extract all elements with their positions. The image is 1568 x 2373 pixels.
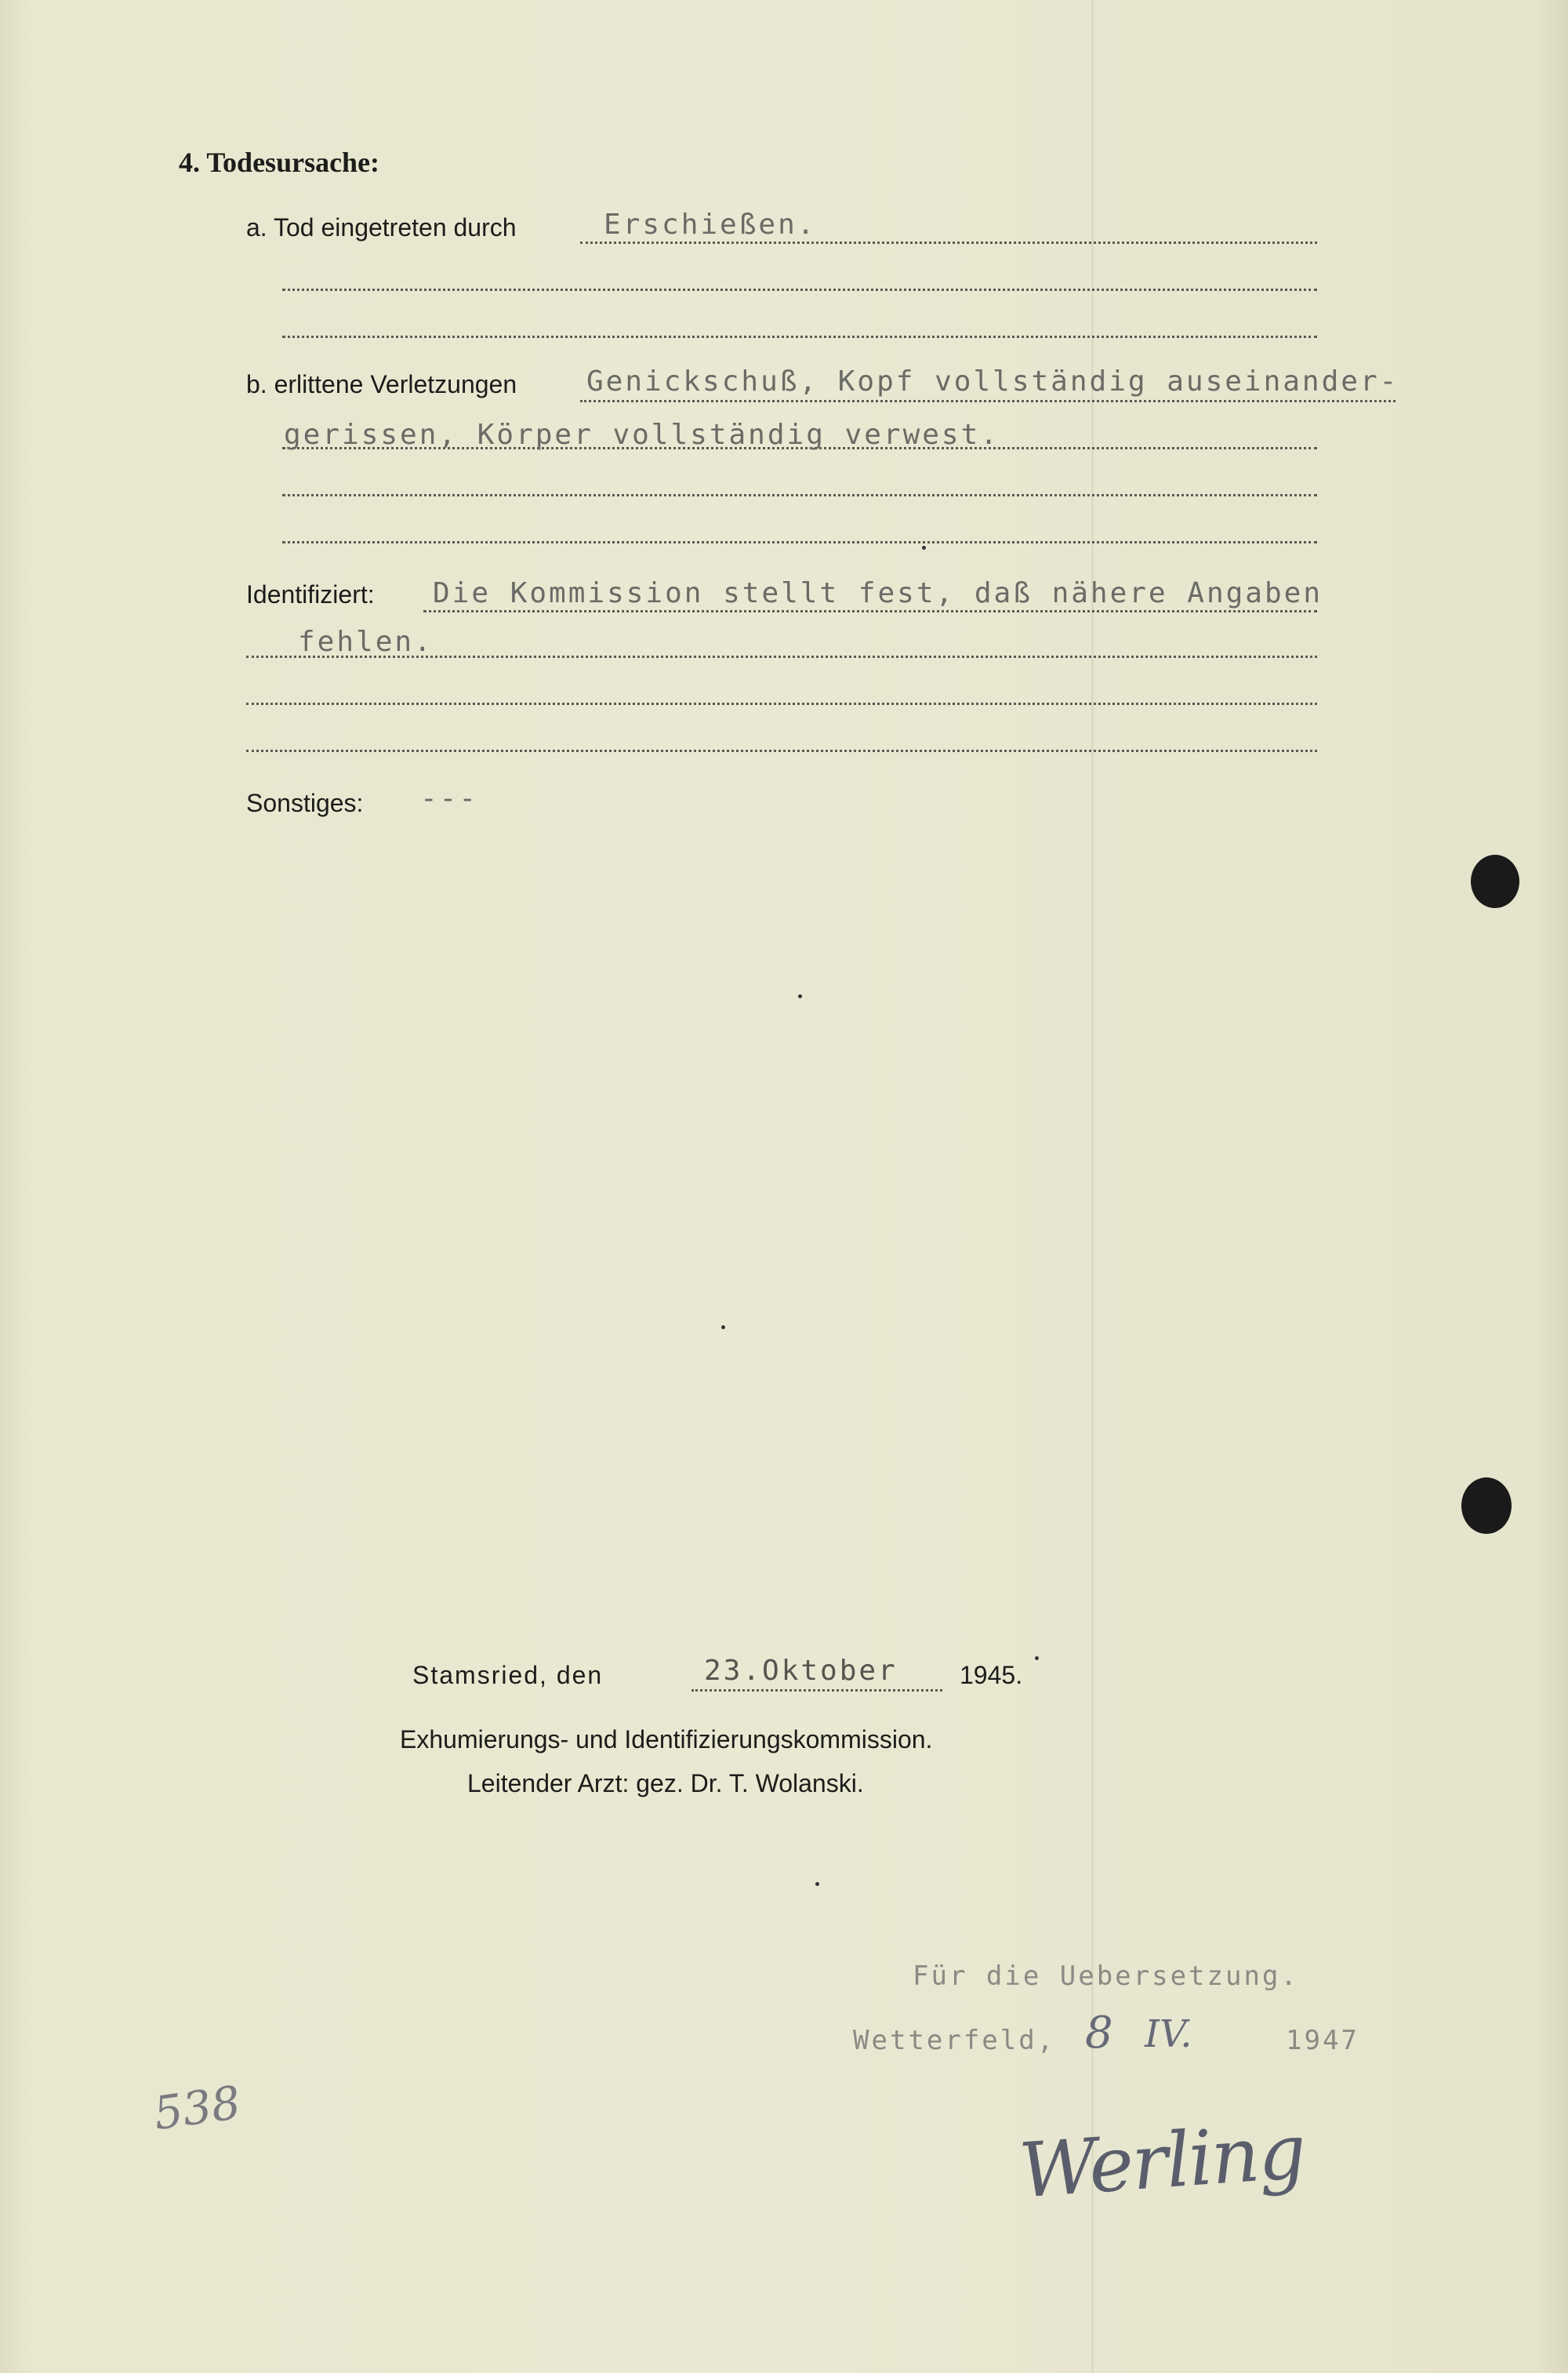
identified-line-1 bbox=[423, 610, 1317, 612]
cause-line-1 bbox=[580, 242, 1317, 244]
speck bbox=[1035, 1656, 1039, 1660]
translation-day: 8 bbox=[1085, 2008, 1113, 2059]
date-value: 23.Oktober bbox=[704, 1655, 898, 1687]
translation-place: Wetterfeld, bbox=[853, 2025, 1056, 2056]
cause-label: a. Tod eingetreten durch bbox=[246, 213, 517, 242]
cause-line-2 bbox=[282, 289, 1317, 291]
injuries-line-3 bbox=[282, 494, 1317, 496]
place-label: Stamsried, den bbox=[412, 1661, 604, 1689]
translation-year: 1947 bbox=[1286, 2025, 1359, 2056]
injuries-value-2: gerissen, Körper vollständig verwest. bbox=[284, 419, 1000, 451]
signature: Werling bbox=[1016, 2107, 1308, 2215]
translation-month: IV. bbox=[1145, 2012, 1192, 2056]
date-line bbox=[691, 1689, 942, 1692]
commission-name: Exhumierungs- und Identifizierungskommission. bbox=[400, 1725, 933, 1753]
cause-line-3 bbox=[282, 336, 1317, 338]
doctor-name: Leitender Arzt: gez. Dr. T. Wolanski. bbox=[467, 1769, 864, 1797]
injuries-value-1: Genickschuß, Kopf vollständig auseinander- bbox=[586, 365, 1399, 398]
cause-value: Erschießen. bbox=[604, 209, 817, 241]
injuries-line-1 bbox=[580, 400, 1396, 402]
section-heading: 4. Todesursache: bbox=[179, 147, 380, 178]
speck bbox=[721, 1325, 725, 1329]
punch-hole-bottom bbox=[1461, 1477, 1512, 1534]
identified-value-1: Die Kommission stellt fest, daß nähere Angaben bbox=[433, 577, 1323, 609]
speck bbox=[815, 1882, 819, 1886]
injuries-line-4 bbox=[282, 541, 1317, 543]
identified-line-3 bbox=[246, 703, 1317, 705]
translation-note: Für die Uebersetzung. bbox=[913, 1961, 1299, 1992]
speck bbox=[798, 994, 802, 998]
speck bbox=[922, 546, 926, 550]
punch-hole-top bbox=[1471, 855, 1519, 908]
year-label: 1945. bbox=[960, 1661, 1023, 1689]
identified-value-2: fehlen. bbox=[298, 626, 434, 658]
margin-note: 538 bbox=[150, 2075, 244, 2141]
other-label: Sonstiges: bbox=[246, 789, 364, 817]
identified-line-4 bbox=[246, 750, 1317, 752]
injuries-label: b. erlittene Verletzungen bbox=[246, 370, 517, 398]
other-value: --- bbox=[420, 783, 479, 815]
identified-label: Identifiziert: bbox=[246, 580, 375, 609]
